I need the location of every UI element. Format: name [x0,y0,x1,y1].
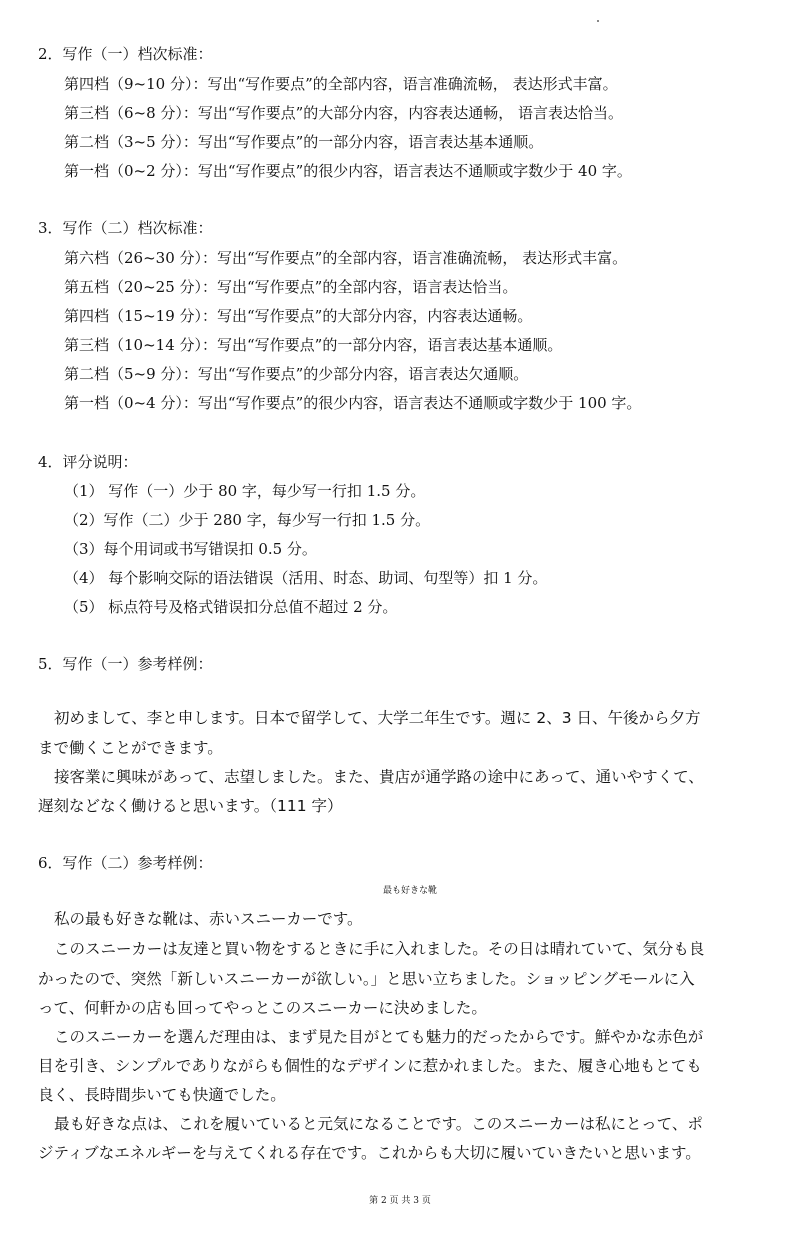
section-4-item: （1） 写作（一）少于 80 字，每少写一行扣 1.5 分。 [64,482,426,500]
sample-1-line: 接客業に興味があって、志望しました。また、貴店が通学路の途中にあって、通いやすくて、 [54,768,704,786]
sample-1-line: 初めまして、李と申します。日本で留学して、大学二年生です。週に 2、3 日、午後から夕方 [54,709,701,727]
sample-2-line: このスニーカーは友達と買い物をするときに手に入れました。その日は晴れていて、気分も良 [54,940,705,958]
section-3-heading: 3．写作（二）档次标准： [38,219,213,237]
section-4-heading: 4．评分说明： [38,453,138,471]
section-2-heading: 2．写作（一）档次标准： [38,45,213,63]
section-2-item: 第三档（6~8 分）：写出“写作要点”的大部分内容，内容表达通畅， 语言表达恰当。 [64,104,624,122]
section-4-item: （2）写作（二）少于 280 字，每少写一行扣 1.5 分。 [64,511,431,529]
sample-2-line: 目を引き、シンプルでありながらも個性的なデザインに惹かれました。また、履き心地もとても [38,1057,702,1075]
section-3-item: 第五档（20~25 分）：写出“写作要点”的全部内容，语言表达恰当。 [64,278,518,296]
sample-2-line: 最も好きな点は、これを履いていると元気になることです。このスニーカーは私にとって、ポ [54,1115,703,1133]
sample-2-line: ジティブなエネルギーを与えてくれる存在です。これからも大切に履いていきたいと思います。 [38,1144,701,1162]
section-2-item: 第一档（0~2 分）：写出“写作要点”的很少内容，语言表达不通顺或字数少于 40 字。 [64,162,632,180]
page-number: 第 2 页 共 3 页 [369,1196,431,1206]
section-3-item: 第二档（5~9 分）：写出“写作要点”的少部分内容，语言表达欠通顺。 [64,365,529,383]
section-3-item: 第四档（15~19 分）：写出“写作要点”的大部分内容，内容表达通畅。 [64,307,533,325]
section-2-item: 第四档（9~10 分）：写出“写作要点”的全部内容，语言准确流畅， 表达形式丰富。 [64,75,618,93]
sample-2-line: このスニーカーを選んだ理由は、まず見た目がとても魅力的だったからです。鮮やかな赤色が [54,1028,704,1046]
sample-1-line: まで働くことができます。 [38,739,223,757]
sample-2-line: かったので、突然「新しいスニーカーが欲しい。」と思い立ちました。ショッピングモールに入 [38,970,695,988]
sample-1-line: 遅刻などなく働けると思います。（111 字） [38,797,343,815]
essay-title: 最も好きな靴 [382,886,437,896]
section-2-item: 第二档（3~5 分）：写出“写作要点”的一部分内容，语言表达基本通顺。 [64,133,544,151]
section-3-item: 第一档（0~4 分）：写出“写作要点”的很少内容，语言表达不通顺或字数少于 100 字。 [64,394,642,412]
section-4-item: （4） 每个影响交际的语法错误（活用、时态、助词、句型等）扣 1 分。 [64,569,548,587]
scan-speck [597,20,599,22]
sample-2-line: 私の最も好きな靴は、赤いスニーカーです。 [54,910,363,928]
section-5-heading: 5．写作（一）参考样例： [38,655,213,673]
sample-2-line: 良く、長時間歩いても快適でした。 [38,1086,286,1104]
section-3-item: 第六档（26~30 分）：写出“写作要点”的全部内容，语言准确流畅， 表达形式丰富。 [64,249,628,267]
section-4-item: （3）每个用词或书写错误扣 0.5 分。 [64,540,317,558]
section-3-item: 第三档（10~14 分）：写出“写作要点”的一部分内容，语言表达基本通顺。 [64,336,563,354]
sample-2-line: って、何軒かの店も回ってやっとこのスニーカーに決めました。 [38,999,487,1017]
section-4-item: （5） 标点符号及格式错误扣分总值不超过 2 分。 [64,598,398,616]
section-6-heading: 6．写作（二）参考样例： [38,854,213,872]
